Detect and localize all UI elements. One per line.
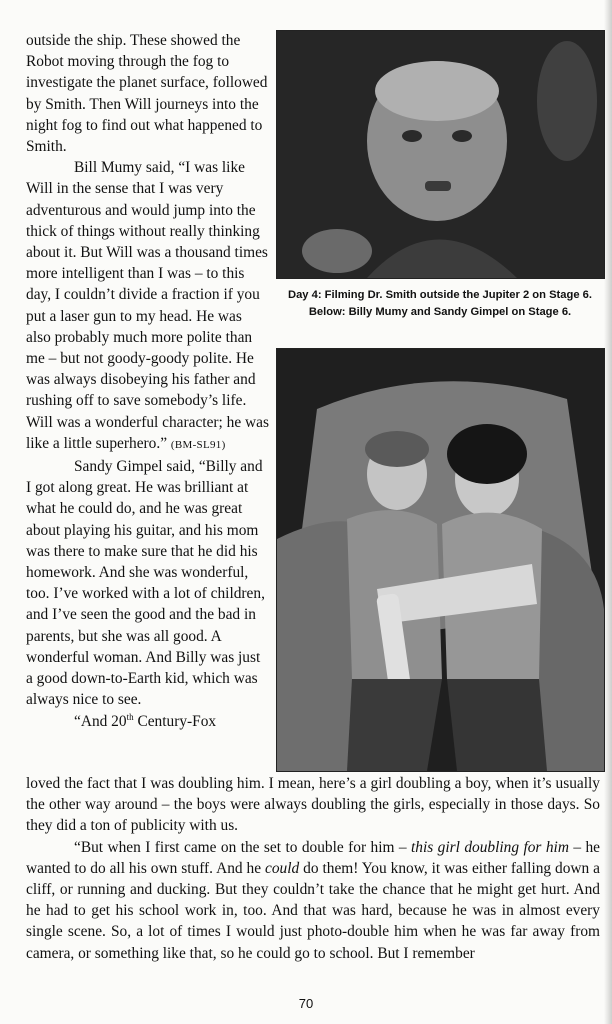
- paragraph-5: [26, 837, 600, 964]
- photo-mumy-gimpel-image: [277, 349, 604, 771]
- p4-text-b: Century-Fox: [133, 712, 217, 730]
- paragraph-3: Sandy Gimpel said, “Billy and I got along great. He was brilliant at what he could do, and he was great about playing his guitar, and his mom was there to make sure that he did his homework. And she was wonderful, too. I’ve worked with a lot of children, and I’ve seen the good and the bad in parents, but she was all good. A wonderful woman. And Billy was just a good down-to-Earth kid, which was always nice to see.: [26, 458, 265, 709]
- page-number: 70: [298, 996, 314, 1011]
- p5-emphasis-1: this girl doubling for him: [411, 838, 569, 856]
- p4-text-a: “And 20: [74, 712, 127, 730]
- photo-caption: Day 4: Filming Dr. Smith outside the Jupiter 2 on Stage 6. Below: Billy Mumy and Sandy Gimpel on Stage 6.: [288, 289, 592, 318]
- paragraph-2: [26, 157, 270, 456]
- p5-text-c: do them! You know, it was either falling down a cliff, or running and ducking. But they couldn’t take the chance that he might get hurt. And he had to get his school work in, too. And that was hard, because he was in almost every single scene. So, a lot of times I would just photo-double him when he was far away from camera, or something like that, so he could go to school. But I remember: [26, 859, 601, 962]
- p5-text-b: – he wanted to do all his own stuff. And he: [26, 838, 601, 877]
- paragraph-4-start: [26, 711, 270, 732]
- photo-mumy-gimpel: [276, 348, 605, 772]
- paragraph-1: outside the ship. These showed the Robot moving through the fog to investigate the planet surface, followed by Smith. Then Will journeys into the night fog to find out what happened to Smith.: [26, 32, 268, 156]
- citation: (BM-SL91): [170, 438, 226, 451]
- page-edge-shadow: [604, 0, 612, 1024]
- photo-dr-smith-image: [277, 31, 604, 278]
- paragraph-4-continued: loved the fact that I was doubling him. I mean, here’s a girl doubling a boy, when it’s usually the other way around – the boys were always doubling the girls, especially in those days. So they did a ton of publicity with us.: [26, 775, 600, 835]
- p5-emphasis-2: could: [265, 859, 300, 877]
- photo-dr-smith: [276, 30, 605, 279]
- paragraph-2-text: Bill Mumy said, “I was like Will in the sense that I was very adventurous and would jump into the thick of things without really thinking about it. But Will was a thousand times more intelligent than I was – to this day, I couldn’t divide a fraction if you put a laser gun to my head. He was also probably much more polite than me – but not goody-goody polite. He was always disobeying his father and rushing off to save somebody’s life. Will was a wonderful character; he was like a little superhero.”: [26, 159, 269, 452]
- p5-text-a: “But when I first came on the set to double for him –: [74, 838, 411, 856]
- left-text-column: [26, 30, 270, 732]
- p4-superscript: th: [126, 711, 134, 722]
- full-width-text: [26, 773, 600, 964]
